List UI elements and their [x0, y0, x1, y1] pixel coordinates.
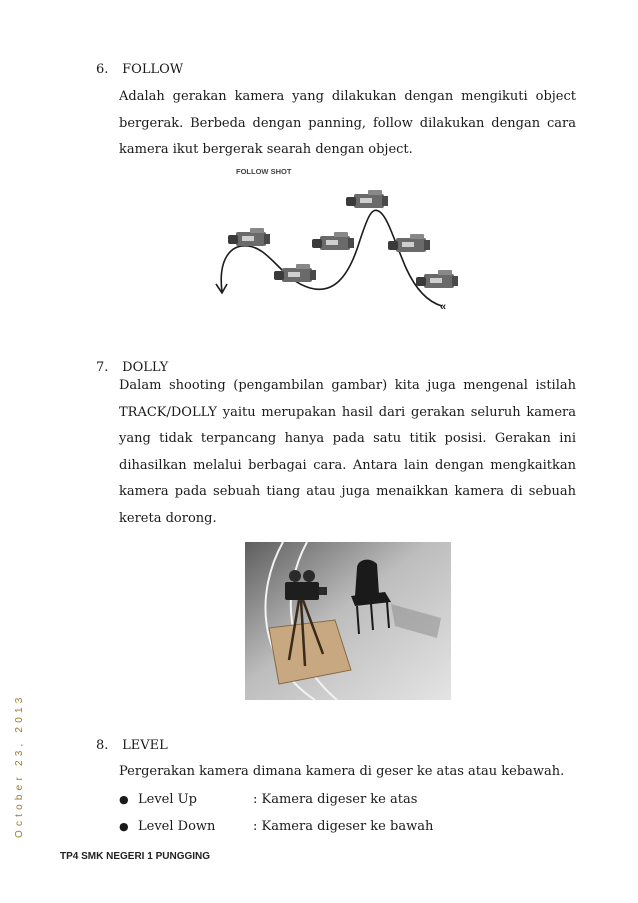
follow-shot-illustration: [210, 160, 460, 325]
section-number: 8.: [96, 738, 109, 753]
follow-paragraph: [119, 84, 576, 164]
level-intro: Pergerakan kamera dimana kamera di geser ke atas atau kebawah.: [119, 764, 565, 779]
paragraph-line: TRACK/DOLLY yaitu merupakan hasil dari gerakan seluruh kamera: [119, 404, 576, 420]
section-follow-heading: [96, 62, 183, 77]
list-item-term: Level Down: [138, 819, 216, 834]
section-number: 6.: [96, 62, 109, 77]
video-camera-icon: [416, 270, 458, 288]
list-item: [119, 792, 417, 807]
section-title: FOLLOW: [122, 62, 184, 77]
list-item: [119, 819, 433, 834]
section-title: DOLLY: [122, 360, 169, 375]
paragraph-line: kamera pada sebuah tiang atau juga menaikkan kamera di sebuah: [119, 484, 576, 499]
paragraph-line: bergerak. Berbeda dengan panning, follow dilakukan dengan cara: [119, 115, 576, 131]
paragraph-line: dihasilkan melalui berbagai cara. Antara lain dengan mengkaitkan: [119, 457, 576, 473]
video-camera-icon: [346, 190, 388, 208]
list-item-description: : Kamera digeser ke atas: [253, 792, 418, 807]
paragraph-line: yang tidak terpancang hanya pada satu titik posisi. Gerakan ini: [119, 431, 576, 446]
follow-path-line: [221, 210, 442, 306]
list-item-description: : Kamera digeser ke bawah: [253, 819, 434, 834]
sidebar-date: October 23, 2013: [14, 693, 25, 838]
section-title: LEVEL: [122, 738, 168, 753]
video-camera-icon: [312, 232, 354, 250]
section-number: 7.: [96, 360, 109, 375]
paragraph-line: kamera ikut bergerak searah dengan object.: [119, 142, 413, 157]
paragraph-line: Adalah gerakan kamera yang dilakukan dengan mengikuti object: [119, 89, 576, 104]
video-camera-icon: [228, 228, 270, 246]
dolly-paragraph: [119, 373, 576, 532]
section-level-heading: [96, 738, 168, 753]
list-item-term: Level Up: [138, 792, 197, 807]
bullet-icon: ●: [119, 793, 129, 806]
path-end-arrow-icon: «: [440, 301, 447, 313]
paragraph-line: Dalam shooting (pengambilan gambar) kita juga mengenal istilah: [119, 378, 576, 393]
paragraph-line: kereta dorong.: [119, 510, 217, 526]
figure-caption: FOLLOW SHOT: [236, 167, 292, 176]
video-camera-icon: [274, 264, 316, 282]
bullet-icon: ●: [119, 820, 129, 833]
page-footer: TP4 SMK NEGERI 1 PUNGGING: [60, 851, 211, 862]
dolly-photo: [245, 542, 451, 700]
